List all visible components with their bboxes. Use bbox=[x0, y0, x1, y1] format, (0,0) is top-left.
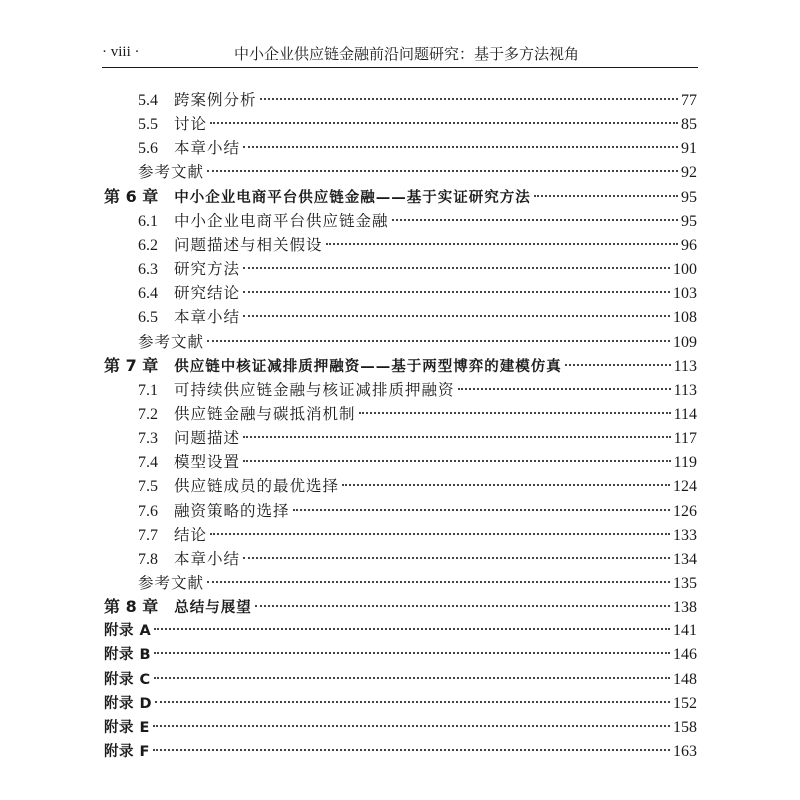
toc-entry-number: 第 8 章 bbox=[104, 597, 159, 617]
toc-entry-appendix[interactable] bbox=[104, 693, 697, 715]
toc-entry-chapter[interactable] bbox=[104, 596, 697, 618]
toc-entry-title: 可持续供应链金融与核证减排质押融资 bbox=[174, 380, 455, 399]
toc-entry-title: 研究结论 bbox=[174, 284, 241, 303]
toc-entry-page-number: 113 bbox=[673, 381, 697, 399]
toc-entry-section[interactable] bbox=[138, 500, 697, 522]
toc-entry-page-number: 108 bbox=[673, 309, 697, 327]
toc-entry-number: 7.1 bbox=[138, 381, 158, 399]
toc-entry-title: 附录 A bbox=[104, 623, 152, 640]
toc-entry-title: 供应链成员的最优选择 bbox=[174, 477, 340, 496]
dot-leader bbox=[326, 243, 678, 245]
toc-entry-section[interactable] bbox=[138, 379, 697, 401]
toc-entry-number: 6.3 bbox=[138, 261, 158, 279]
dot-leader bbox=[243, 267, 670, 269]
toc-entry-page-number: 148 bbox=[673, 670, 697, 688]
toc-entry-page-number: 114 bbox=[673, 405, 697, 423]
toc-entry-page-number: 146 bbox=[673, 646, 697, 664]
dot-leader bbox=[243, 557, 670, 559]
toc-entry-page-number: 135 bbox=[673, 575, 697, 592]
toc-entry-appendix[interactable] bbox=[104, 644, 697, 666]
toc-entry-title: 讨论 bbox=[174, 115, 208, 134]
toc-entry-title: 附录 D bbox=[104, 695, 153, 712]
toc-entry-number: 7.6 bbox=[138, 502, 158, 520]
toc-entry-number: 5.6 bbox=[138, 140, 158, 158]
toc-entry-section[interactable] bbox=[138, 548, 697, 570]
toc-entry-number: 5.4 bbox=[138, 92, 158, 109]
toc-entry-title: 附录 C bbox=[104, 671, 151, 688]
toc-entry-number: 7.8 bbox=[138, 550, 158, 568]
header-rule bbox=[102, 67, 698, 68]
toc-entry-section[interactable] bbox=[138, 427, 697, 449]
dot-leader bbox=[210, 533, 670, 535]
toc-entry-page-number: 77 bbox=[681, 92, 697, 109]
toc-entry-appendix[interactable] bbox=[104, 741, 697, 763]
toc-entry-number: 6.5 bbox=[138, 309, 158, 327]
toc-entry-title: 附录 E bbox=[104, 719, 150, 736]
toc-entry-page-number: 95 bbox=[681, 212, 697, 230]
toc-entry-title: 跨案例分析 bbox=[174, 91, 257, 109]
toc-entry-page-number: 138 bbox=[673, 599, 697, 617]
toc-entry-title: 附录 F bbox=[104, 744, 150, 761]
toc-entry-title: 问题描述 bbox=[174, 429, 241, 448]
dot-leader bbox=[153, 749, 670, 751]
toc-entry-title: 融资策略的选择 bbox=[174, 501, 290, 520]
dot-leader bbox=[359, 412, 671, 414]
dot-leader bbox=[243, 291, 670, 293]
toc-entry-number: 第 6 章 bbox=[104, 186, 159, 206]
toc-entry-number: 6.1 bbox=[138, 212, 158, 230]
toc-entry-page-number: 95 bbox=[681, 188, 697, 206]
toc-entry-section[interactable] bbox=[138, 403, 697, 425]
toc-entry-ref[interactable] bbox=[138, 572, 697, 594]
toc-entry-section[interactable] bbox=[138, 475, 697, 497]
dot-leader bbox=[534, 195, 678, 197]
dot-leader bbox=[565, 364, 671, 366]
toc-entry-title: 附录 B bbox=[104, 647, 152, 664]
dot-leader bbox=[243, 315, 670, 317]
dot-leader bbox=[293, 509, 670, 511]
toc-entry-page-number: 92 bbox=[681, 164, 697, 182]
toc-entry-number: 第 7 章 bbox=[104, 355, 159, 375]
dot-leader bbox=[392, 219, 678, 221]
toc-entry-page-number: 126 bbox=[673, 502, 697, 520]
dot-leader bbox=[155, 701, 670, 703]
dot-leader bbox=[154, 652, 670, 654]
dot-leader bbox=[342, 484, 670, 486]
toc-entry-title: 问题描述与相关假设 bbox=[174, 235, 323, 254]
dot-leader bbox=[458, 388, 671, 390]
toc-entry-number: 6.2 bbox=[138, 236, 158, 254]
dot-leader bbox=[154, 677, 670, 679]
toc-entry-section[interactable] bbox=[138, 524, 697, 546]
toc-entry-title: 供应链金融与碳抵消机制 bbox=[174, 404, 356, 423]
toc-entry-page-number: 152 bbox=[673, 694, 697, 712]
toc-entry-title: 总结与展望 bbox=[174, 600, 252, 617]
running-header bbox=[102, 40, 698, 66]
toc-entry-section[interactable] bbox=[138, 306, 697, 328]
dot-leader bbox=[207, 170, 678, 172]
toc-entry-number: 7.3 bbox=[138, 430, 158, 448]
toc-entry-title: 参考文献 bbox=[138, 332, 205, 351]
dot-leader bbox=[243, 436, 671, 438]
dot-leader bbox=[243, 146, 678, 148]
toc-entry-section[interactable] bbox=[138, 282, 697, 304]
toc-entry-title: 本章小结 bbox=[174, 549, 241, 568]
dot-leader bbox=[153, 725, 670, 727]
toc-entry-page-number: 158 bbox=[673, 718, 697, 736]
toc-entry-page-number: 113 bbox=[673, 357, 697, 375]
toc-entry-appendix[interactable] bbox=[104, 717, 697, 739]
toc-entry-page-number: 96 bbox=[681, 236, 697, 254]
dot-leader bbox=[207, 581, 670, 583]
toc-entry-section[interactable] bbox=[138, 234, 697, 256]
toc-entry-title: 供应链中核证减排质押融资——基于两型博弈的建模仿真 bbox=[174, 358, 562, 375]
toc-entry-title: 参考文献 bbox=[138, 163, 205, 182]
toc-entry-number: 5.5 bbox=[138, 116, 158, 134]
toc-entry-chapter[interactable] bbox=[104, 186, 697, 208]
toc-entry-title: 模型设置 bbox=[174, 453, 241, 472]
toc-entry-section[interactable] bbox=[138, 210, 697, 232]
dot-leader bbox=[207, 340, 670, 342]
toc-entry-page-number: 141 bbox=[673, 622, 697, 640]
toc-entry-appendix[interactable] bbox=[104, 669, 697, 691]
toc-entry-ref[interactable] bbox=[138, 331, 697, 353]
toc-entry-page-number: 119 bbox=[673, 454, 697, 472]
toc-entry-page-number: 103 bbox=[673, 285, 697, 303]
toc-entry-page-number: 124 bbox=[673, 478, 697, 496]
toc-entry-number: 6.4 bbox=[138, 285, 158, 303]
toc-entry-appendix[interactable] bbox=[104, 620, 697, 642]
toc-entry-section[interactable] bbox=[138, 258, 697, 280]
page-number: · viii · bbox=[102, 44, 140, 60]
toc-entry-section[interactable] bbox=[138, 113, 697, 135]
toc-entry-section[interactable] bbox=[138, 451, 697, 473]
toc-entry-ref[interactable] bbox=[138, 161, 697, 183]
toc-entry-title: 中小企业电商平台供应链金融 bbox=[174, 211, 389, 230]
toc-entry-chapter[interactable] bbox=[104, 355, 697, 377]
toc-entry-section[interactable] bbox=[138, 137, 697, 159]
toc-entry-page-number: 133 bbox=[673, 526, 697, 544]
dot-leader bbox=[154, 628, 670, 630]
dot-leader bbox=[260, 98, 678, 100]
toc-entry-title: 结论 bbox=[174, 525, 208, 544]
toc-entry-page-number: 109 bbox=[673, 333, 697, 351]
toc-entry-title: 本章小结 bbox=[174, 308, 241, 327]
toc-entry-number: 7.7 bbox=[138, 526, 158, 544]
book-title: 中小企业供应链金融前沿问题研究：基于多方法视角 bbox=[234, 45, 580, 63]
dot-leader bbox=[255, 605, 670, 607]
toc-entry-title: 本章小结 bbox=[174, 139, 241, 158]
toc-entry-page-number: 85 bbox=[681, 116, 697, 134]
toc-entry-title: 中小企业电商平台供应链金融——基于实证研究方法 bbox=[174, 189, 531, 206]
toc-entry-page-number: 163 bbox=[673, 743, 697, 761]
toc-entry-number: 7.2 bbox=[138, 405, 158, 423]
dot-leader bbox=[210, 122, 678, 124]
toc-entry-number: 7.5 bbox=[138, 478, 158, 496]
toc-entry-title: 研究方法 bbox=[174, 260, 241, 279]
toc-entry-page-number: 91 bbox=[681, 140, 697, 158]
toc-entry-section[interactable] bbox=[138, 89, 697, 111]
toc-entry-page-number: 117 bbox=[673, 430, 697, 448]
toc-entry-page-number: 134 bbox=[673, 550, 697, 568]
toc-entry-page-number: 100 bbox=[673, 261, 697, 279]
dot-leader bbox=[243, 460, 671, 462]
toc-entry-title: 参考文献 bbox=[138, 574, 205, 592]
toc-entry-number: 7.4 bbox=[138, 454, 158, 472]
